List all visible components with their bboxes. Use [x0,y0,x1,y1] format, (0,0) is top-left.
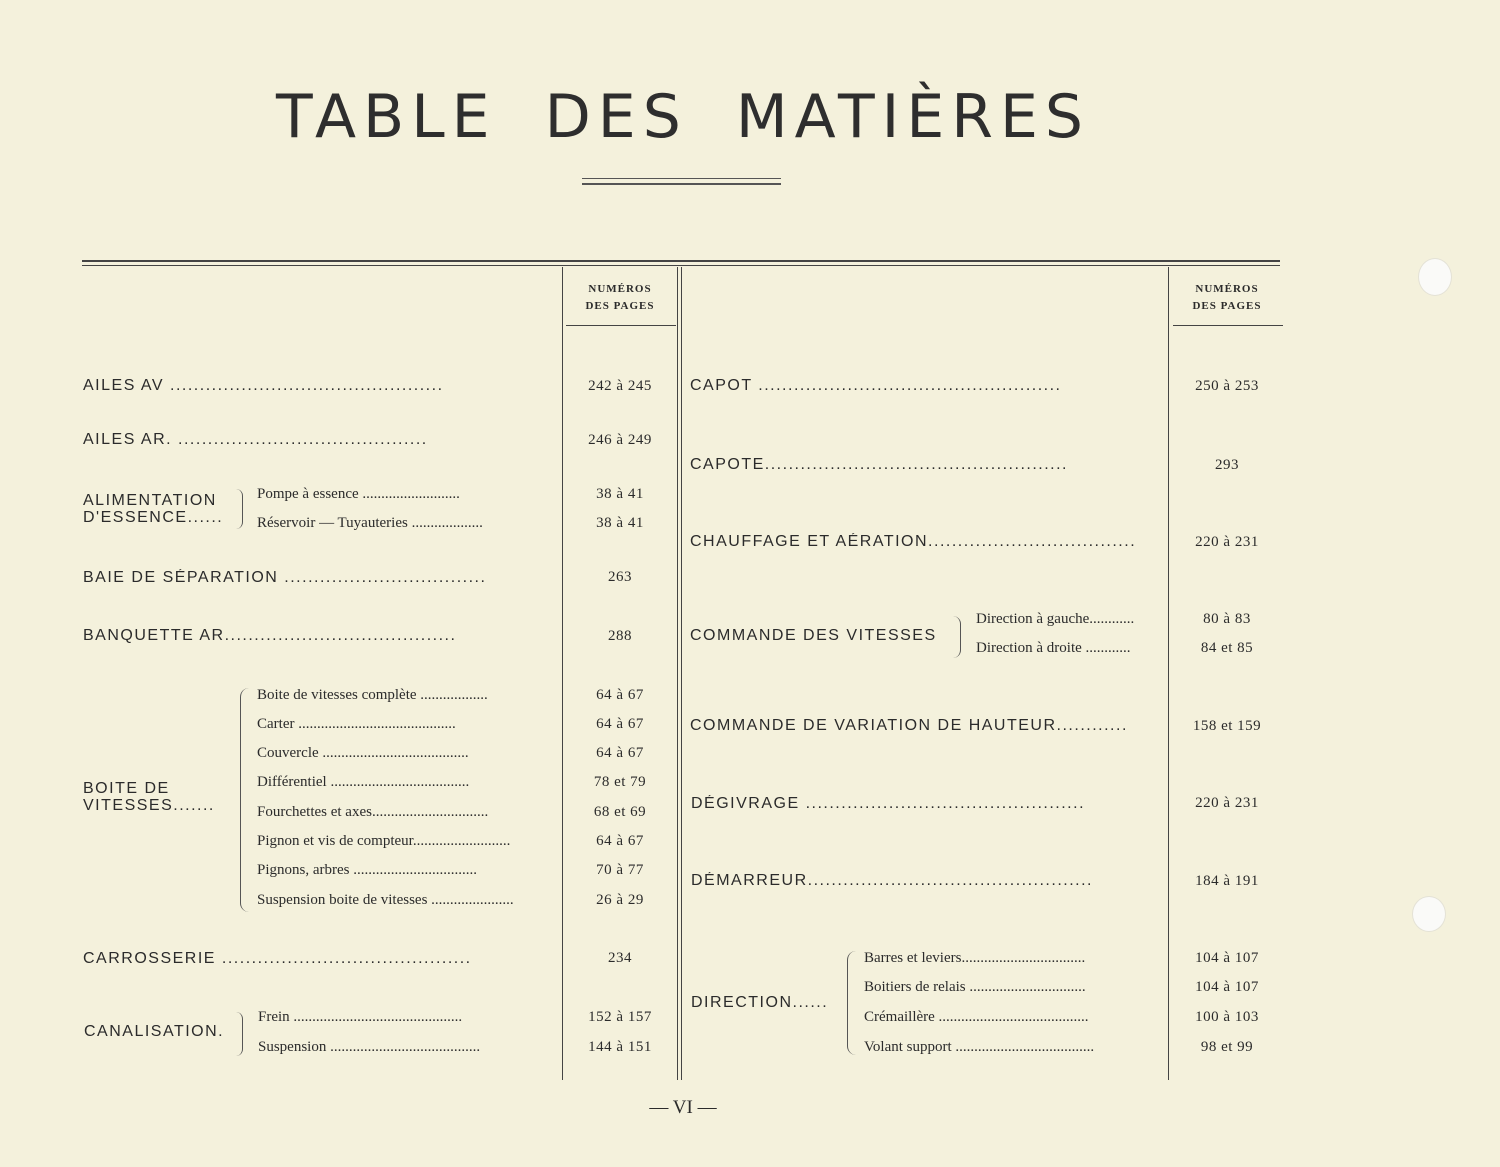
sub-entry: Couvercle ....................................... [257,745,469,761]
header-line: NUMÉROS [588,283,652,295]
entry-banquette-ar: BANQUETTE AR....................................... [83,627,457,644]
page-ref: 104 à 107 [1195,950,1259,966]
sub-entry: Crémaillère ........................................ [864,1009,1089,1025]
page-ref: 184 à 191 [1195,873,1259,889]
title-ornament-rule [582,178,781,179]
page-ref: 288 [608,628,632,644]
page-ref: 70 à 77 [596,862,644,878]
brace [240,688,249,912]
page-ref: 104 à 107 [1195,979,1259,995]
entry-alimentation: ALIMENTATION [83,492,217,509]
page-ref: 64 à 67 [596,745,644,761]
pages-column-header [1170,281,1284,315]
sub-entry: Différentiel ..................................... [257,774,470,790]
sub-entry: Carter .......................................... [257,716,456,732]
sub-entry: Pignons, arbres ................................. [257,862,477,878]
header-rule [566,325,676,326]
page-ref: 250 à 253 [1195,378,1259,394]
sub-entry: Réservoir — Tuyauteries ................... [257,515,483,531]
page-ref: 234 [608,950,632,966]
entry-degivrage: DÉGIVRAGE ............................................... [691,795,1086,812]
sub-entry: Direction à gauche............ [976,611,1135,627]
entry-ailes-ar: AILES AR. .......................................... [83,431,428,448]
pages-column-header [563,281,677,315]
entry-carrosserie: CARROSSERIE .......................................... [83,950,472,967]
page-ref: 144 à 151 [588,1039,652,1055]
page-ref: 38 à 41 [596,515,644,531]
page-ref: 68 et 69 [593,804,647,820]
brace [236,1012,243,1056]
page-ref: 64 à 67 [596,687,644,703]
page-ref: 26 à 29 [596,892,644,908]
brace [953,616,961,658]
sub-entry: Direction à droite ............ [976,640,1131,656]
brace [236,489,243,529]
sub-entry: Pompe à essence .......................... [257,486,460,502]
header-line: DES PAGES [585,300,655,312]
page-ref: 64 à 67 [596,833,644,849]
page-ref: 98 et 99 [1200,1039,1254,1055]
entry-direction: DIRECTION...... [691,994,829,1011]
entry-alimentation-line2: D'ESSENCE...... [83,509,224,526]
entry-capote: CAPOTE................................................... [690,456,1068,473]
page-ref: 242 à 245 [588,378,652,394]
page-ref: 84 et 85 [1200,640,1254,656]
header-rule [1173,325,1283,326]
entry-demarreur: DÉMARREUR................................................ [691,872,1093,889]
entry-chauffage: CHAUFFAGE ET AÉRATION................................... [690,533,1137,550]
sub-entry: Boite de vitesses complète .................. [257,687,488,703]
page-ref: 263 [608,569,632,585]
page-ref: 158 et 159 [1192,718,1262,734]
page-ref: 64 à 67 [596,716,644,732]
header-line: NUMÉROS [1195,283,1259,295]
page-ref: 152 à 157 [588,1009,652,1025]
page-ref: 246 à 249 [588,432,652,448]
punch-hole [1412,896,1446,932]
entry-capot: CAPOT ................................................... [690,377,1062,394]
entry-ailes-av: AILES AV .............................................. [83,377,444,394]
punch-hole [1418,258,1452,296]
sub-entry: Boitiers de relais ............................... [864,979,1086,995]
table-top-rule [82,260,1280,262]
page-ref: 100 à 103 [1195,1009,1259,1025]
sub-entry: Suspension ........................................ [258,1039,481,1055]
entry-boite-vitesses-line2: VITESSES....... [83,797,215,814]
title-ornament-rule [582,183,781,185]
column-divider [1168,267,1169,1080]
column-divider [681,267,682,1080]
page-ref: 220 à 231 [1195,795,1259,811]
brace [847,951,856,1055]
sub-entry: Volant support ..................................... [864,1039,1095,1055]
table-top-rule [82,265,1280,266]
sub-entry: Frein ............................................. [258,1009,463,1025]
sub-entry: Fourchettes et axes............................... [257,804,489,820]
sub-entry: Barres et leviers................................. [864,950,1086,966]
page-ref: 78 et 79 [593,774,647,790]
sub-entry: Suspension boite de vitesses ...................... [257,892,514,908]
page-title: TABLE DES MATIÈRES [276,82,1090,152]
page-ref: 80 à 83 [1203,611,1251,627]
entry-commande-variation-hauteur: COMMANDE DE VARIATION DE HAUTEUR............ [690,717,1128,734]
entry-baie-separation: BAIE DE SÉPARATION .................................. [83,569,487,586]
page-ref: 38 à 41 [596,486,644,502]
sub-entry: Pignon et vis de compteur.......................... [257,833,511,849]
entry-commande-vitesses: COMMANDE DES VITESSES [690,627,937,644]
entry-boite-vitesses: BOITE DE [83,780,170,797]
page-ref: 293 [1215,457,1239,473]
header-line: DES PAGES [1192,300,1262,312]
page-ref: 220 à 231 [1195,534,1259,550]
page-number: — VI — [649,1097,717,1118]
entry-canalisation: CANALISATION. [84,1023,225,1040]
column-divider [677,267,678,1080]
